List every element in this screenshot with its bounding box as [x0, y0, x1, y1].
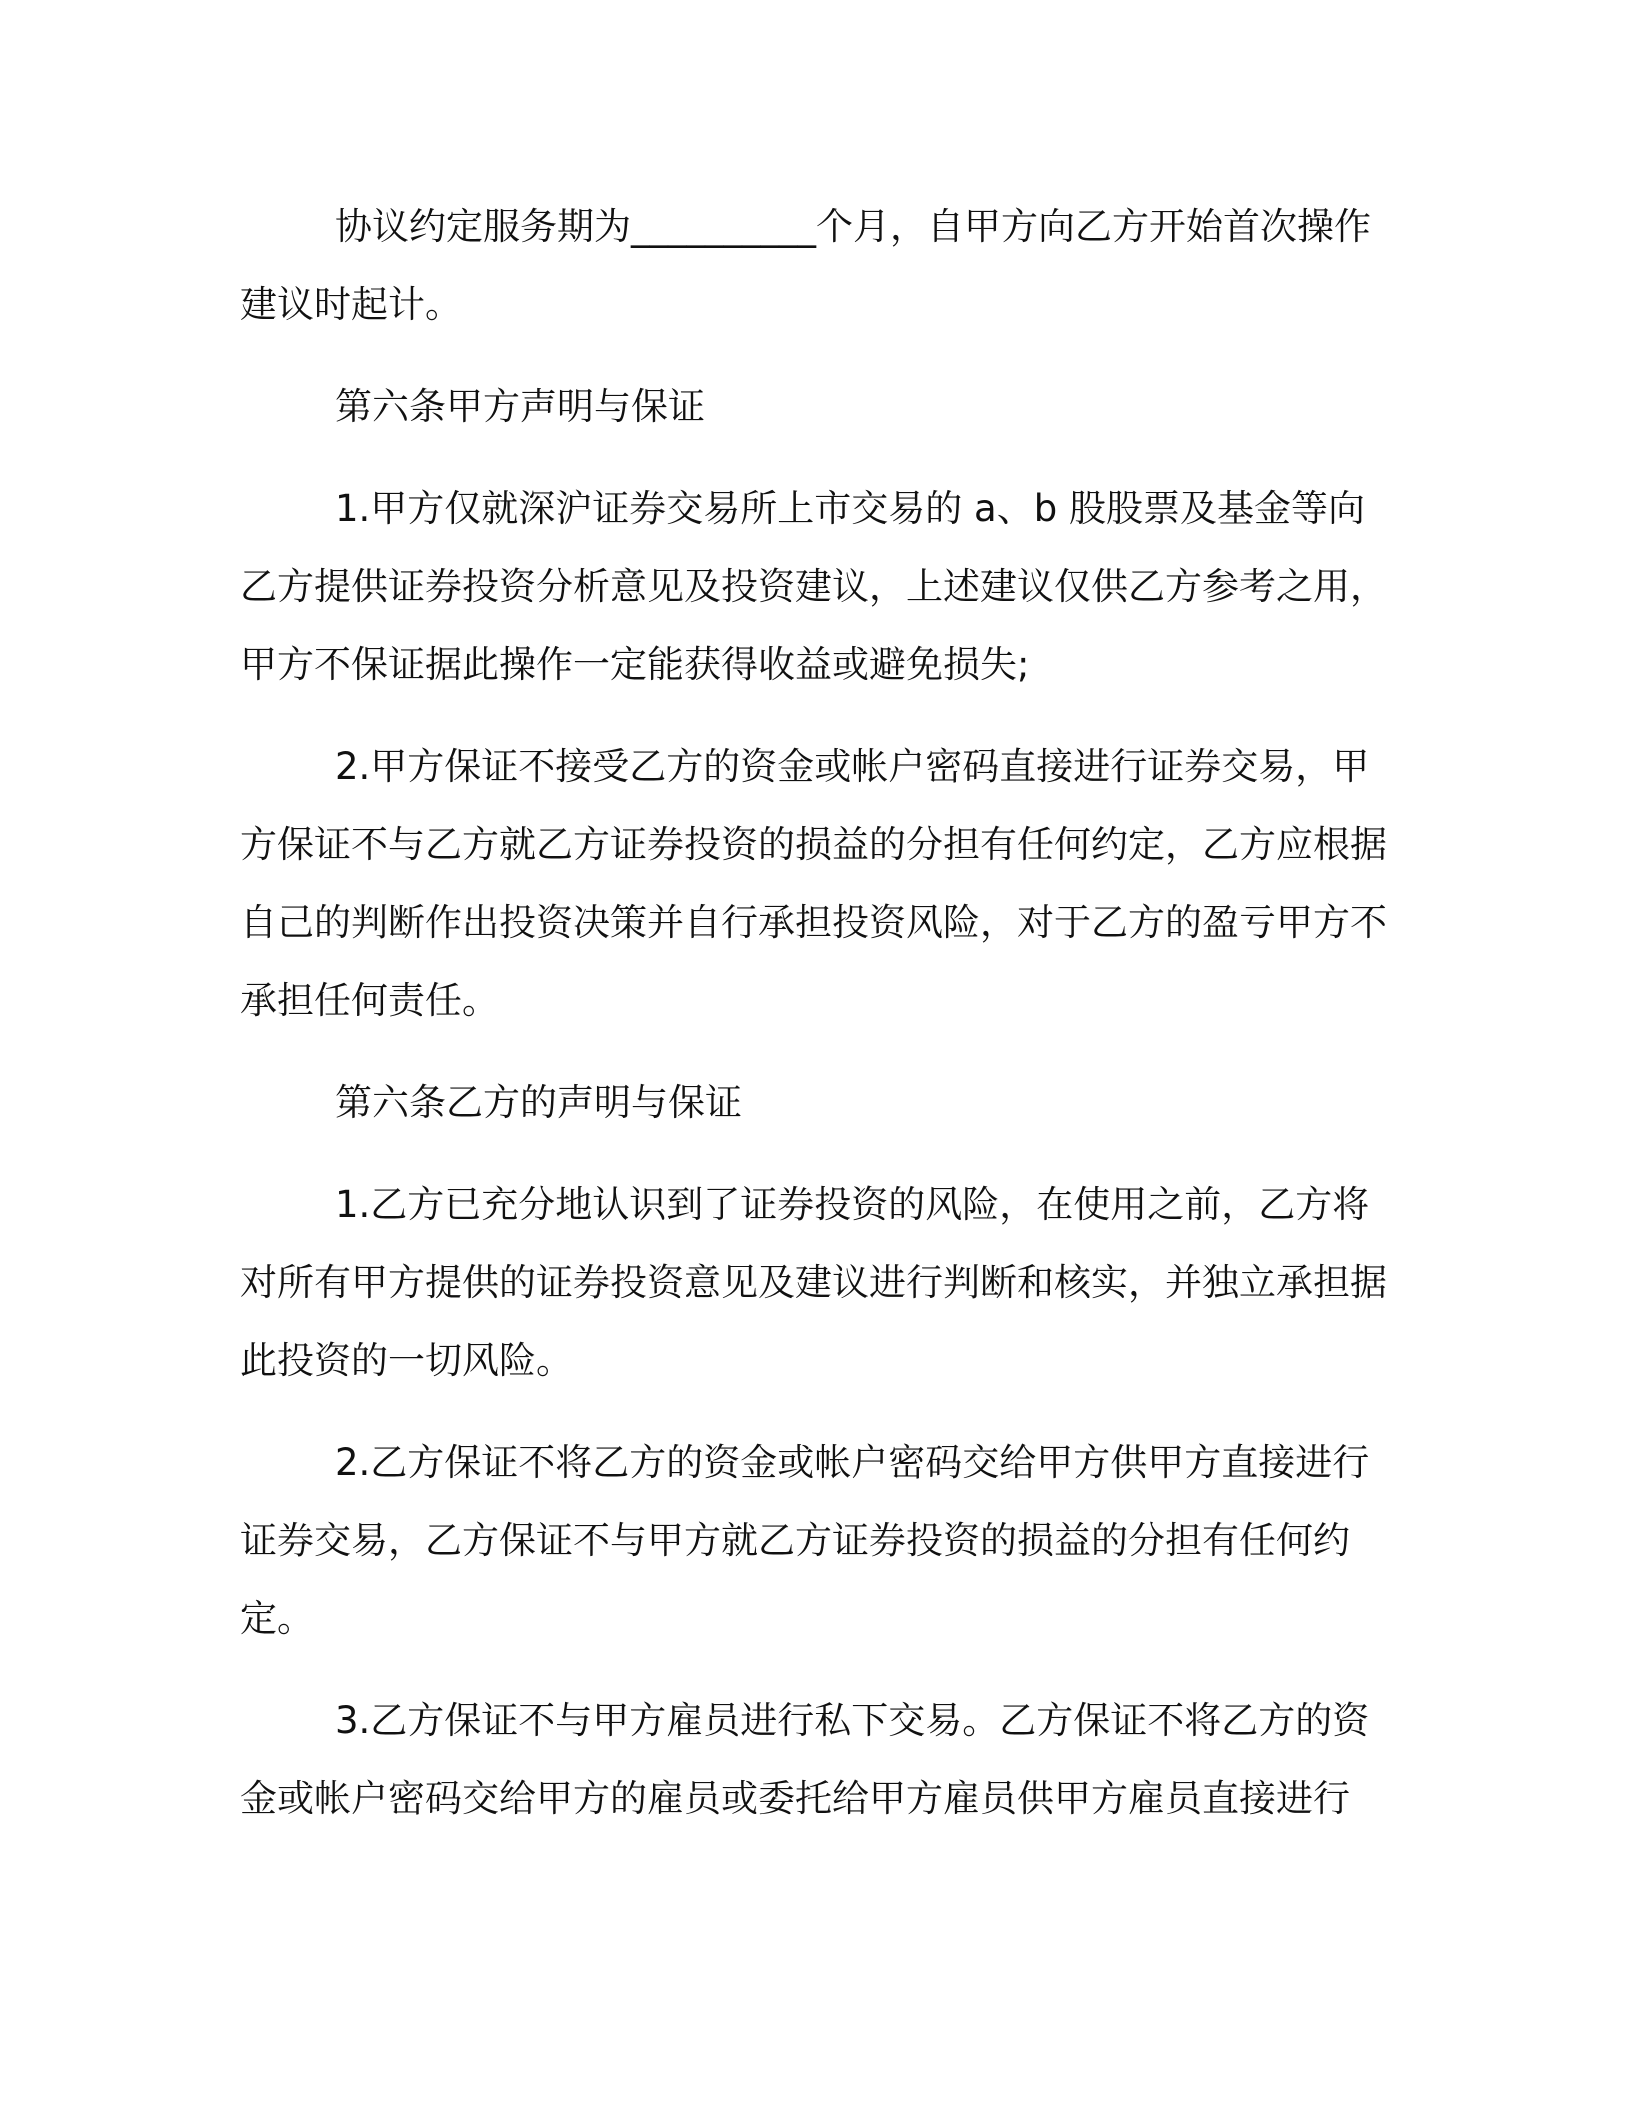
party-b-clause-3: 3.乙方保证不与甲方雇员进行私下交易。乙方保证不将乙方的资金或帐户密码交给甲方的雇员或委托给甲方雇员供甲方雇员直接进行 — [240, 1699, 1370, 1820]
service-period-paragraph: 协议约定服务期为__________个月，自甲方向乙方开始首次操作建议时起计。 — [240, 205, 1371, 326]
section-heading-party-a: 第六条甲方声明与保证 — [335, 385, 705, 428]
section-heading-party-b: 第六条乙方的声明与保证 — [335, 1081, 742, 1124]
party-b-clause-1: 1.乙方已充分地认识到了证券投资的风险，在使用之前，乙方将对所有甲方提供的证券投资意见及建议进行判断和核实，并独立承担据此投资的一切风险。 — [240, 1183, 1387, 1382]
document-body — [240, 188, 1390, 1862]
party-b-clause-2: 2.乙方保证不将乙方的资金或帐户密码交给甲方供甲方直接进行证券交易，乙方保证不与甲方就乙方证券投资的损益的分担有任何约定。 — [240, 1441, 1370, 1640]
party-a-clause-2: 2.甲方保证不接受乙方的资金或帐户密码直接进行证券交易，甲方保证不与乙方就乙方证券投资的损益的分担有任何约定，乙方应根据自己的判断作出投资决策并自行承担投资风险，对于乙方的盈亏甲方不承担任何责任。 — [240, 745, 1387, 1022]
party-a-clause-1: 1.甲方仅就深沪证券交易所上市交易的 a、b 股股票及基金等向乙方提供证券投资分析意见及投资建议，上述建议仅供乙方参考之用，甲方不保证据此操作一定能获得收益或避免损失; — [240, 487, 1387, 686]
